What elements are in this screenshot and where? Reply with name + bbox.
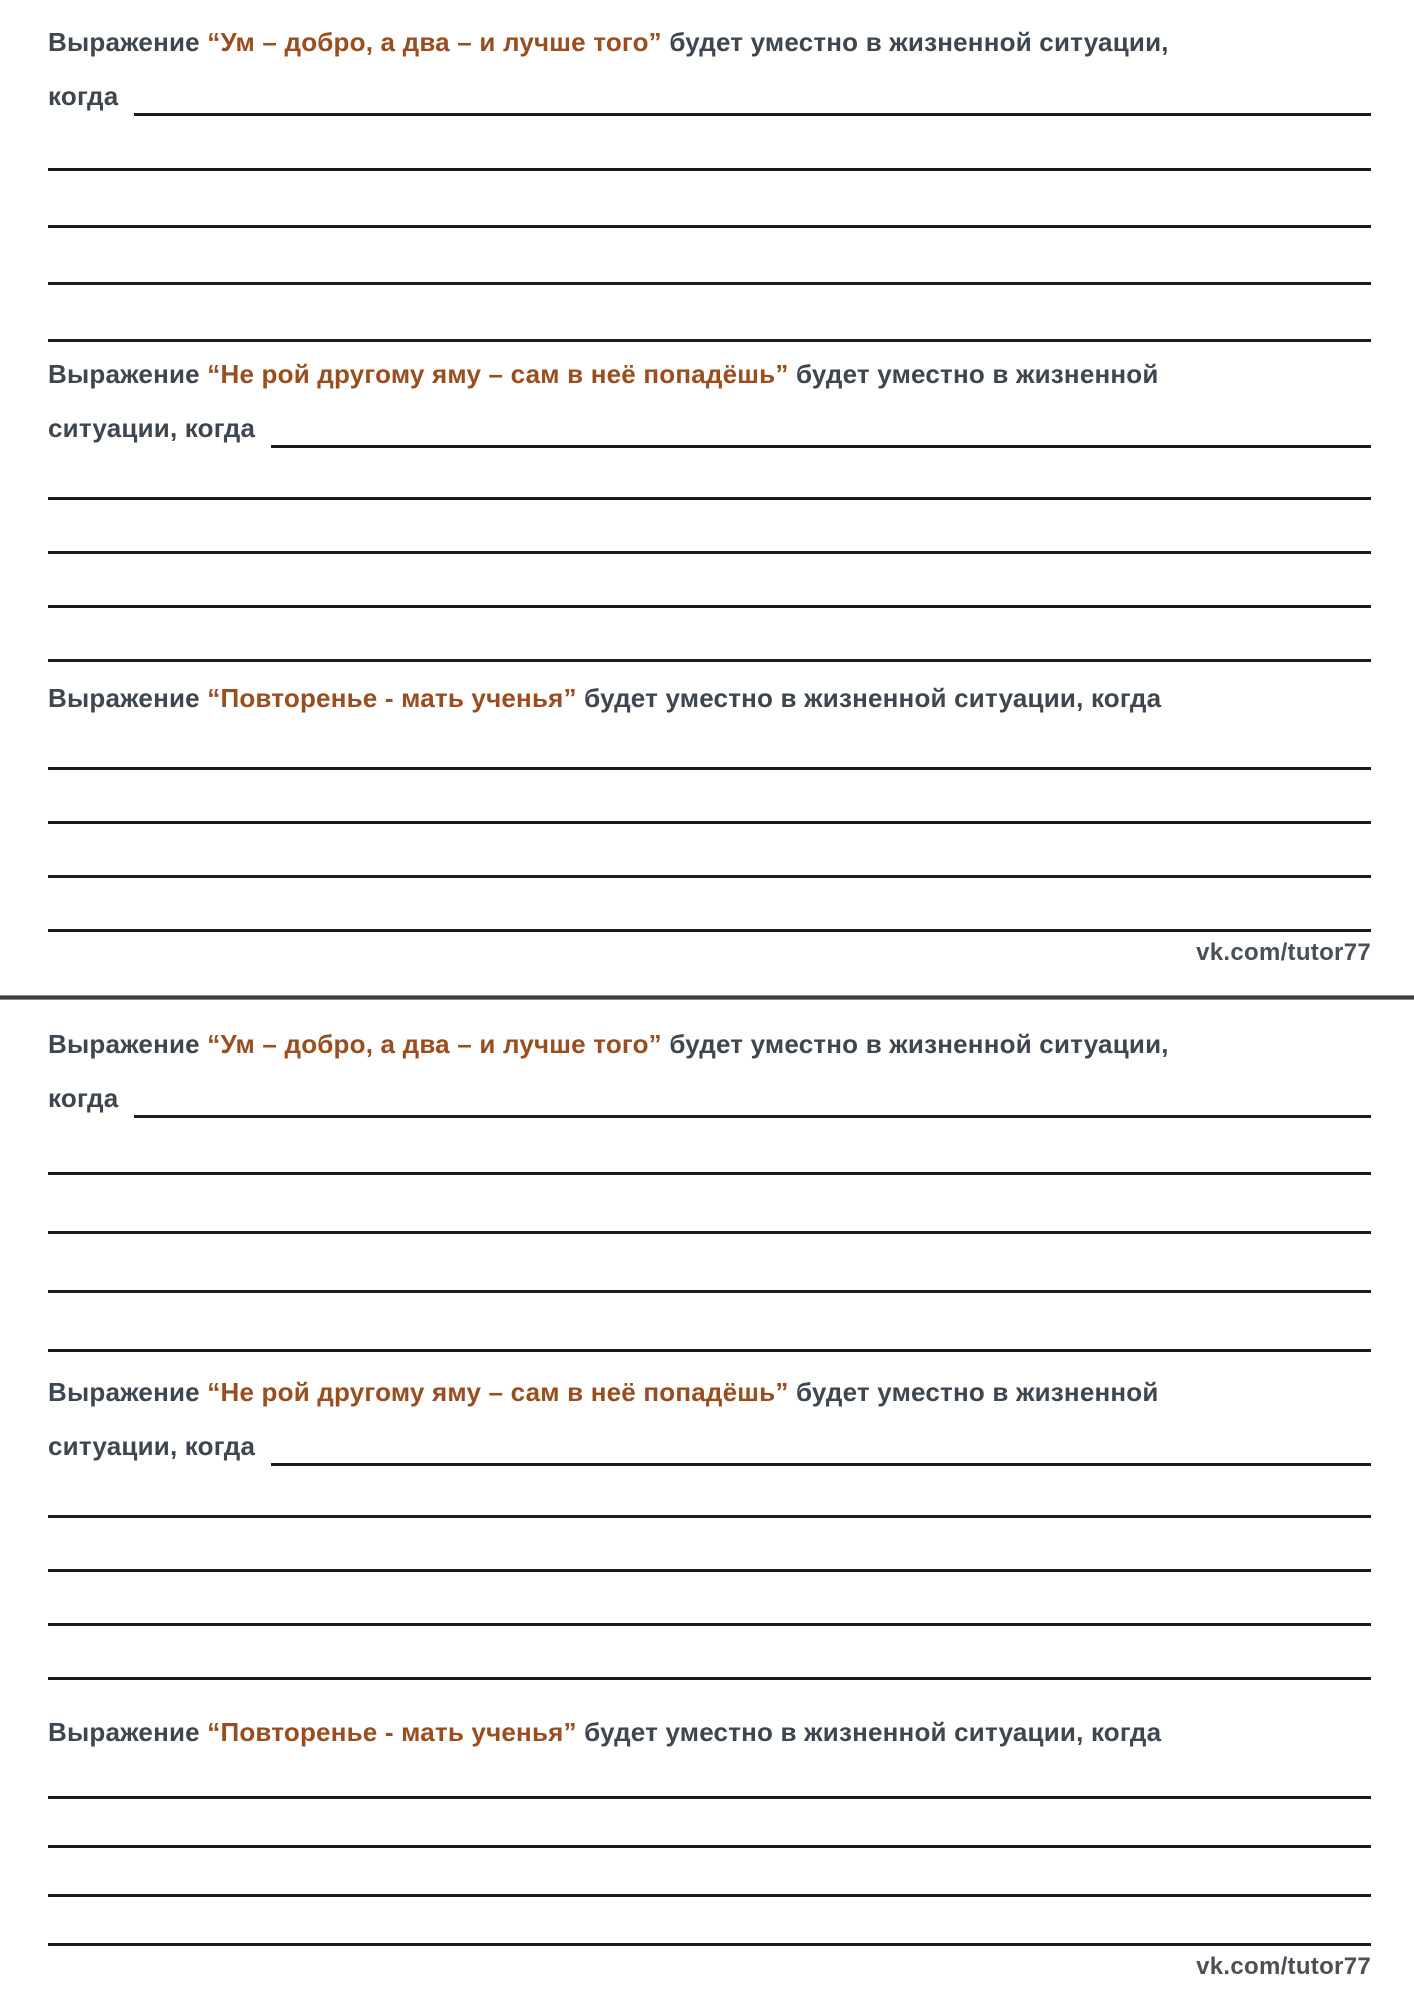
exercise-section-1 [48, 24, 1371, 342]
answer-lines [48, 446, 1371, 662]
answer-lines [48, 1464, 1371, 1680]
exercise-prompt-line1 [48, 356, 1371, 392]
answer-lines [48, 1750, 1371, 1946]
prompt-text: будет уместно в жизненной [795, 359, 1159, 389]
exercise-section-3 [48, 680, 1371, 932]
exercise-prompt-line2 [48, 1080, 1371, 1116]
answer-lines [48, 716, 1371, 932]
ruled-line [48, 1897, 1371, 1946]
prompt-label: Выражение [48, 683, 200, 713]
proverb-quote: “Не рой другому яму – сам в неё попадёшь” [207, 359, 789, 389]
ruled-line [48, 446, 1371, 500]
exercise-section-1 [48, 1026, 1371, 1352]
prompt-text: будет уместно в жизненной ситуации, [669, 1029, 1169, 1059]
ruled-line [48, 1799, 1371, 1848]
proverb-quote: “Ум – добро, а два – и лучше того” [207, 27, 662, 57]
ruled-line [48, 1234, 1371, 1293]
proverb-quote: “Повторенье - мать ученья” [207, 683, 577, 713]
proverb-quote: “Не рой другому яму – сам в неё попадёшь” [207, 1377, 789, 1407]
worksheet-page-top [0, 0, 1414, 995]
prompt-text-continued: ситуации, когда [48, 413, 256, 443]
answer-blank [271, 438, 1371, 448]
ruled-line [48, 114, 1371, 171]
prompt-label: Выражение [48, 1029, 200, 1059]
ruled-line [48, 500, 1371, 554]
answer-blank [134, 1108, 1371, 1118]
prompt-text-continued: когда [48, 81, 119, 111]
ruled-line [48, 171, 1371, 228]
answer-lines [48, 1116, 1371, 1352]
ruled-line [48, 1750, 1371, 1799]
prompt-text: будет уместно в жизненной ситуации, когда [584, 1717, 1162, 1747]
exercise-prompt-line1 [48, 1026, 1371, 1062]
ruled-line [48, 716, 1371, 770]
exercise-prompt-line1 [48, 1374, 1371, 1410]
prompt-text: будет уместно в жизненной [795, 1377, 1159, 1407]
ruled-line [48, 1518, 1371, 1572]
ruled-line [48, 1464, 1371, 1518]
prompt-label: Выражение [48, 1377, 200, 1407]
ruled-line [48, 1626, 1371, 1680]
exercise-prompt-line2 [48, 1428, 1371, 1464]
exercise-prompt-line2 [48, 410, 1371, 446]
prompt-text-continued: когда [48, 1083, 119, 1113]
exercise-prompt-line2 [48, 78, 1371, 114]
answer-lines [48, 114, 1371, 342]
exercise-prompt-line1 [48, 680, 1371, 716]
ruled-line [48, 1116, 1371, 1175]
exercise-prompt-line1 [48, 24, 1371, 60]
watermark: vk.com/tutor77 [1196, 1953, 1371, 1980]
prompt-text: будет уместно в жизненной ситуации, [669, 27, 1169, 57]
prompt-label: Выражение [48, 359, 200, 389]
proverb-quote: “Ум – добро, а два – и лучше того” [207, 1029, 662, 1059]
proverb-quote: “Повторенье - мать ученья” [207, 1717, 577, 1747]
worksheet-page-bottom [0, 1000, 1414, 2000]
exercise-section-2 [48, 1374, 1371, 1680]
exercise-section-2 [48, 356, 1371, 662]
ruled-line [48, 1572, 1371, 1626]
ruled-line [48, 554, 1371, 608]
answer-blank [271, 1456, 1371, 1466]
ruled-line [48, 228, 1371, 285]
prompt-text-continued: ситуации, когда [48, 1431, 256, 1461]
prompt-label: Выражение [48, 27, 200, 57]
ruled-line [48, 1175, 1371, 1234]
watermark: vk.com/tutor77 [1196, 939, 1371, 966]
answer-blank [134, 106, 1371, 116]
prompt-text: будет уместно в жизненной ситуации, когда [584, 683, 1162, 713]
ruled-line [48, 878, 1371, 932]
exercise-section-3 [48, 1714, 1371, 1946]
ruled-line [48, 285, 1371, 342]
exercise-prompt-line1 [48, 1714, 1371, 1750]
ruled-line [48, 1848, 1371, 1897]
ruled-line [48, 770, 1371, 824]
ruled-line [48, 1293, 1371, 1352]
ruled-line [48, 608, 1371, 662]
prompt-label: Выражение [48, 1717, 200, 1747]
ruled-line [48, 824, 1371, 878]
